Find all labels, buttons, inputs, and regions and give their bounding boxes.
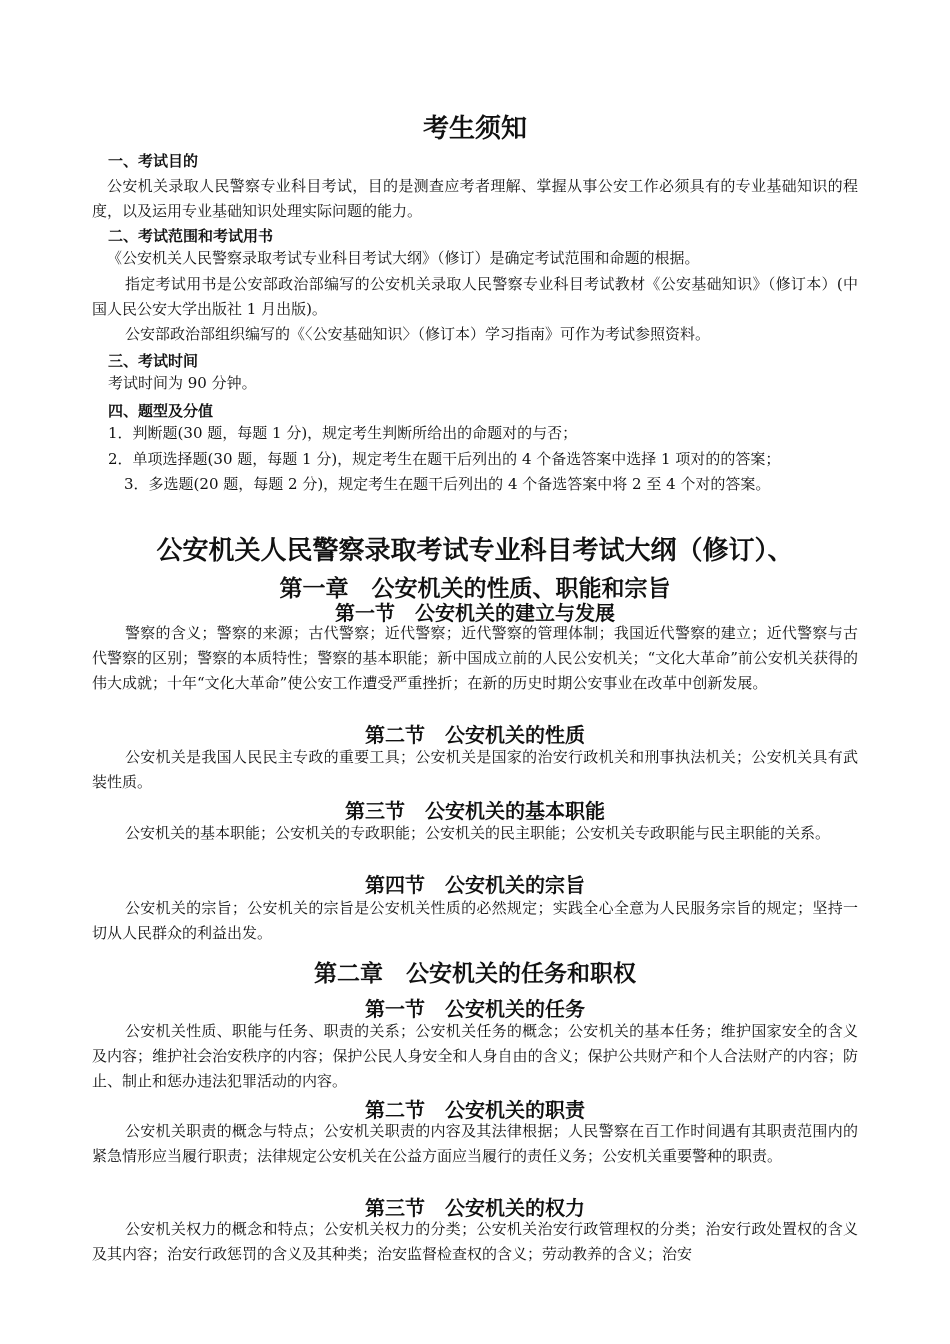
paragraph-purpose: 公安机关录取人民警察专业科目考试，目的是测查应考者理解、掌握从事公安工作必须具有的专业基础知识的程度，以及运用专业基础知识处理实际问题的能力。 (92, 177, 858, 220)
list-item-true-false: 1．判断题(30 题，每题 1 分)，规定考生判断所给出的命题对的与否； (108, 424, 578, 442)
paragraph-time: 考试时间为 90 分钟。 (108, 374, 257, 392)
section-heading-question-types: 四、题型及分值 (108, 402, 214, 420)
section-heading-time: 三、考试时间 (108, 352, 199, 370)
ch1-section-4-text: 公安机关的宗旨；公安机关的宗旨是公安机关性质的必然规定；实践全心全意为人民服务宗旨的规定；坚持一切从人民群众的利益出发。 (92, 899, 858, 942)
ch2-section-3-title: 第三节 公安机关的权力 (365, 1196, 585, 1220)
ch2-section-1-title: 第一节 公安机关的任务 (365, 997, 585, 1021)
list-item-single-choice: 2．单项选择题(30 题，每题 1 分)，规定考生在题干后列出的 4 个备选答案中选择 1 项对的的答案； (108, 450, 781, 468)
ch1-section-3-title: 第三节 公安机关的基本职能 (345, 799, 605, 823)
ch1-section-2-text: 公安机关是我国人民民主专政的重要工具；公安机关是国家的治安行政机关和刑事执法机关；公安机关具有武装性质。 (92, 748, 858, 791)
ch2-section-3-text: 公安机关权力的概念和特点；公安机关权力的分类；公安机关治安行政管理权的分类；治安行政处置权的含义及其内容；治安行政惩罚的含义及其种类；治安监督检查权的含义；劳动教养的含义；治安 (92, 1220, 858, 1263)
paragraph-scope-textbook: 指定考试用书是公安部政治部编写的公安机关录取人民警察专业科目考试教材《公安基础知识》（修订本）(中国人民公安大学出版社 1 月出版)。 (92, 275, 858, 318)
ch1-section-2-title: 第二节 公安机关的性质 (365, 723, 585, 747)
outline-title: 公安机关人民警察录取考试专业科目考试大纲（修订）、 (156, 536, 794, 566)
ch2-section-2-title: 第二节 公安机关的职责 (365, 1098, 585, 1122)
list-item-multiple-choice: 3．多选题(20 题，每题 2 分)，规定考生在题干后列出的 4 个备选答案中将 2 至 4 个对的答案。 (124, 475, 771, 493)
paragraph-scope-guide: 公安部政治部组织编写的《〈公安基础知识〉（修订本）学习指南》可作为考试参照资料。 (125, 325, 711, 343)
section-heading-scope: 二、考试范围和考试用书 (108, 227, 274, 245)
chapter-1-title: 第一章 公安机关的性质、职能和宗旨 (279, 575, 671, 602)
ch1-section-1-text: 警察的含义；警察的来源；古代警察；近代警察；近代警察的管理体制；我国近代警察的建立；近代警察与古代警察的区别；警察的本质特性；警察的基本职能；新中国成立前的人民公安机关；“文化大革命”前公安机关获得的伟大成就；十年“文化大革命”使公安工作遭受严重挫折；在新的历史时期公安事业在改革中创新发展。 (92, 624, 858, 692)
paragraph-scope-outline: 《公安机关人民警察录取考试专业科目考试大纲》（修订）是确定考试范围和命题的根据。 (107, 249, 700, 267)
chapter-2-title: 第二章 公安机关的任务和职权 (314, 960, 636, 987)
section-heading-purpose: 一、考试目的 (108, 152, 199, 170)
ch1-section-1-title: 第一节 公安机关的建立与发展 (335, 601, 615, 625)
notice-title: 考生须知 (422, 114, 527, 144)
ch2-section-1-text: 公安机关性质、职能与任务、职责的关系；公安机关任务的概念；公安机关的基本任务；维护国家安全的含义及内容；维护社会治安秩序的内容；保护公民人身安全和人身自由的含义；保护公共财产和个人合法财产的内容；防止、制止和惩办违法犯罪活动的内容。 (92, 1022, 858, 1090)
ch1-section-3-text: 公安机关的基本职能；公安机关的专政职能；公安机关的民主职能；公安机关专政职能与民主职能的关系。 (125, 824, 831, 842)
ch2-section-2-text: 公安机关职责的概念与特点；公安机关职责的内容及其法律根据；人民警察在百工作时间遇有其职责范围内的紧急情形应当履行职责；法律规定公安机关在公益方面应当履行的责任义务；公安机关重要警种的职责。 (92, 1122, 858, 1165)
ch1-section-4-title: 第四节 公安机关的宗旨 (365, 873, 585, 897)
